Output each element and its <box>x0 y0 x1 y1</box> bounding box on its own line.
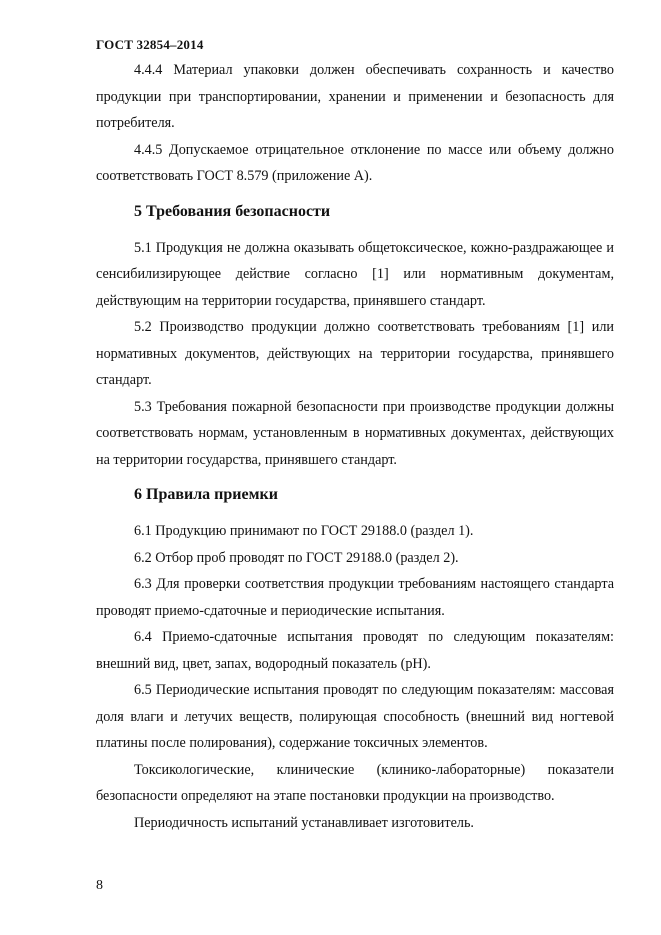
paragraph-4-4-5: 4.4.5 Допускаемое отрицательное отклонение по массе или объему должно соответствовать ГОСТ 8.579 (приложение А). <box>96 141 614 184</box>
paragraph-5-2: 5.2 Производство продукции должно соответствовать требованиям [1] или нормативных документов, действующих на территории государства, принявшего стандарт. <box>96 319 614 388</box>
paragraph-6-4: 6.4 Приемо-сдаточные испытания проводят по следующим показателям: внешний вид, цвет, запах, водородный показатель (рН). <box>96 629 614 672</box>
paragraph-periodicity: Периодичность испытаний устанавливает изготовитель. <box>134 814 474 831</box>
paragraph-toxicology: Токсикологические, клинические (клинико-лабораторные) показатели безопасности определяют на этапе постановки продукции на производство. <box>96 761 614 804</box>
section-heading-6: 6 Правила приемки <box>134 486 278 503</box>
paragraph-6-3: 6.3 Для проверки соответствия продукции требованиям настоящего стандарта проводят приемо-сдаточные и периодические испытания. <box>96 576 614 619</box>
paragraph-6-5: 6.5 Периодические испытания проводят по следующим показателям: массовая доля влаги и летучих веществ, полирующая способность (внешний вид ногтевой платины после полирования), содержание токсичных элементов. <box>96 682 614 751</box>
paragraph-5-1: 5.1 Продукция не должна оказывать общетоксическое, кожно-раздражающее и сенсибилизирующее действие согласно [1] или нормативным документам, действующим на территории государства, принявшего стандарт. <box>96 239 614 309</box>
section-heading-5: 5 Требования безопасности <box>134 202 331 220</box>
paragraph-4-4-4: 4.4.4 Материал упаковки должен обеспечивать сохранность и качество продукции при транспортировании, хранении и применении и безопасность для потребителя. <box>96 62 614 131</box>
document-header: ГОСТ 32854–2014 <box>96 37 204 52</box>
paragraph-6-1: 6.1 Продукцию принимают по ГОСТ 29188.0 (раздел 1). <box>134 523 474 539</box>
document-body <box>96 57 614 836</box>
page-number: 8 <box>96 878 103 893</box>
paragraph-6-2: 6.2 Отбор проб проводят по ГОСТ 29188.0 (раздел 2). <box>134 549 459 566</box>
paragraph-5-3: 5.3 Требования пожарной безопасности при производстве продукции должны соответствовать нормам, установленным в нормативных документах, действующих на территории государства, принявшего стандарт. <box>96 398 614 468</box>
